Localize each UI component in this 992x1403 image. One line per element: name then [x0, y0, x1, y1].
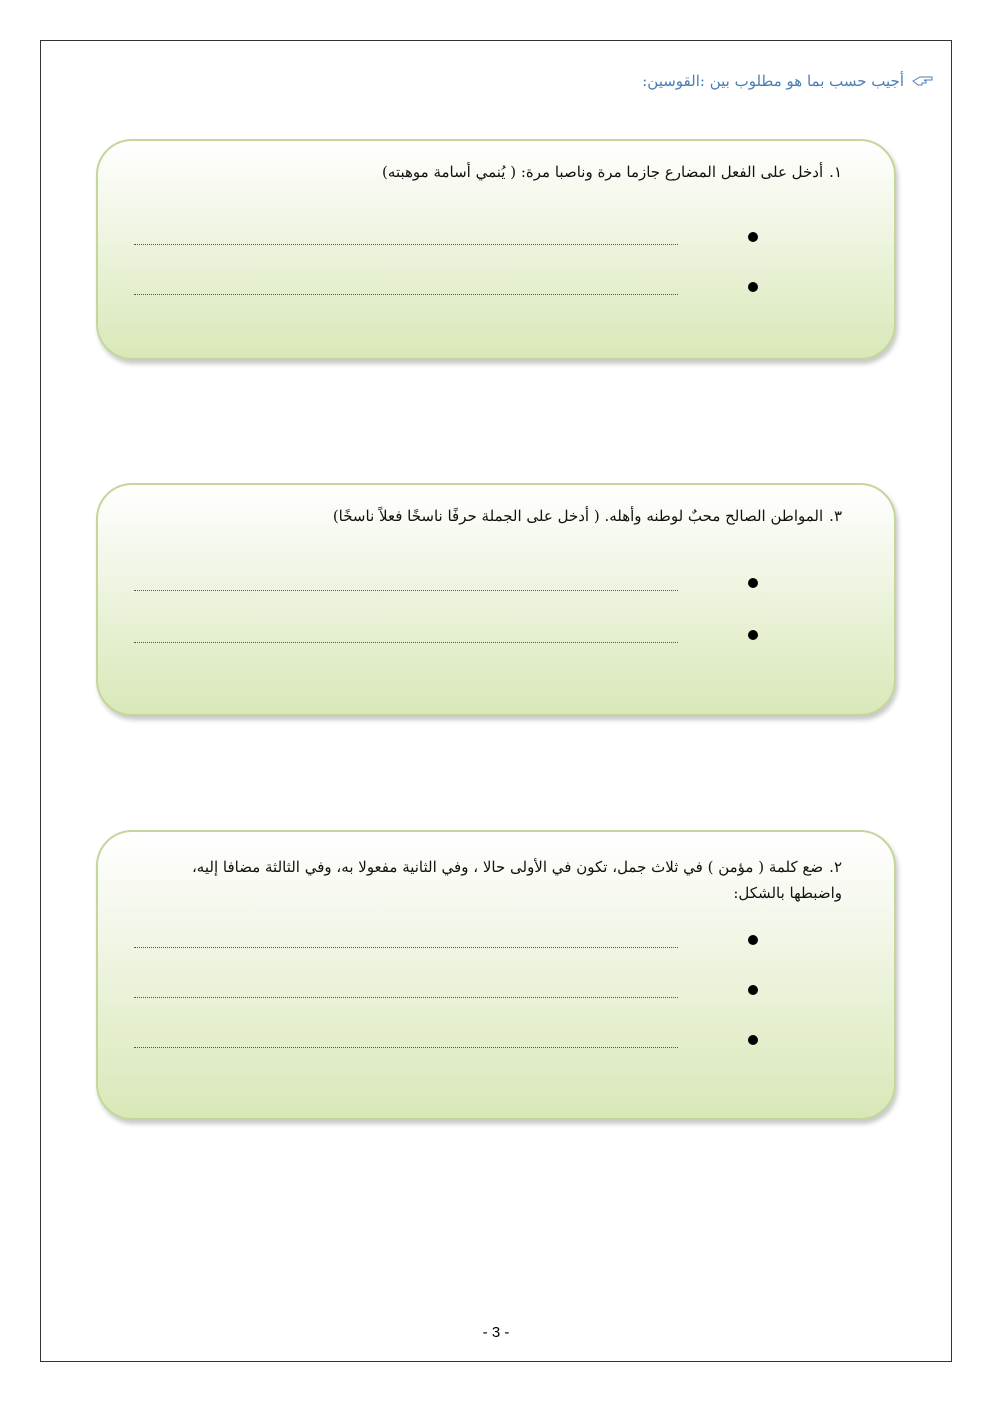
instruction — [642, 72, 934, 90]
question-number: ١. — [829, 163, 842, 181]
question-prompt: أدخل على الفعل المضارع جازما مرة وناصبا مرة: ( يُنمي أسامة موهبته) — [382, 163, 824, 181]
dotted-line — [134, 947, 678, 948]
page-number: - 3 - — [482, 1324, 510, 1341]
answer-line[interactable] — [134, 1032, 886, 1054]
question-text — [122, 159, 842, 185]
question-box-2 — [96, 830, 896, 1120]
answer-line[interactable] — [134, 627, 886, 649]
bullet-icon — [748, 985, 758, 995]
answer-line[interactable] — [134, 279, 886, 301]
question-prompt: المواطن الصالح محبٌ لوطنه وأهله. ( أدخل على الجملة حرفًا ناسخًا فعلاً ناسخًا) — [332, 507, 824, 525]
question-box-1 — [96, 139, 896, 360]
dotted-line — [134, 244, 678, 245]
bullet-icon — [748, 630, 758, 640]
question-prompt: ضع كلمة ( مؤمن ) في ثلاث جمل، تكون في الأولى حالا ، وفي الثانية مفعولا به، وفي الثالثة مضافا إليه، واضبطها بالشكل: — [191, 858, 842, 902]
dotted-line — [134, 1047, 678, 1048]
answer-line[interactable] — [134, 982, 886, 1004]
instruction-text: أجيب حسب بما هو مطلوب بين :القوسين: — [642, 72, 904, 90]
answer-line[interactable] — [134, 932, 886, 954]
dotted-line — [134, 590, 678, 591]
bullet-icon — [748, 935, 758, 945]
dotted-line — [134, 997, 678, 998]
bullet-icon — [748, 578, 758, 588]
pointing-hand-icon — [912, 75, 934, 87]
dotted-line — [134, 294, 678, 295]
answer-line[interactable] — [134, 575, 886, 597]
bullet-icon — [748, 232, 758, 242]
question-box-3 — [96, 483, 896, 716]
dotted-line — [134, 642, 678, 643]
answer-line[interactable] — [134, 229, 886, 251]
bullet-icon — [748, 1035, 758, 1045]
question-number: ٢. — [829, 858, 842, 876]
bullet-icon — [748, 282, 758, 292]
question-text — [122, 503, 842, 529]
question-text — [152, 854, 842, 906]
question-number: ٣. — [829, 507, 842, 525]
